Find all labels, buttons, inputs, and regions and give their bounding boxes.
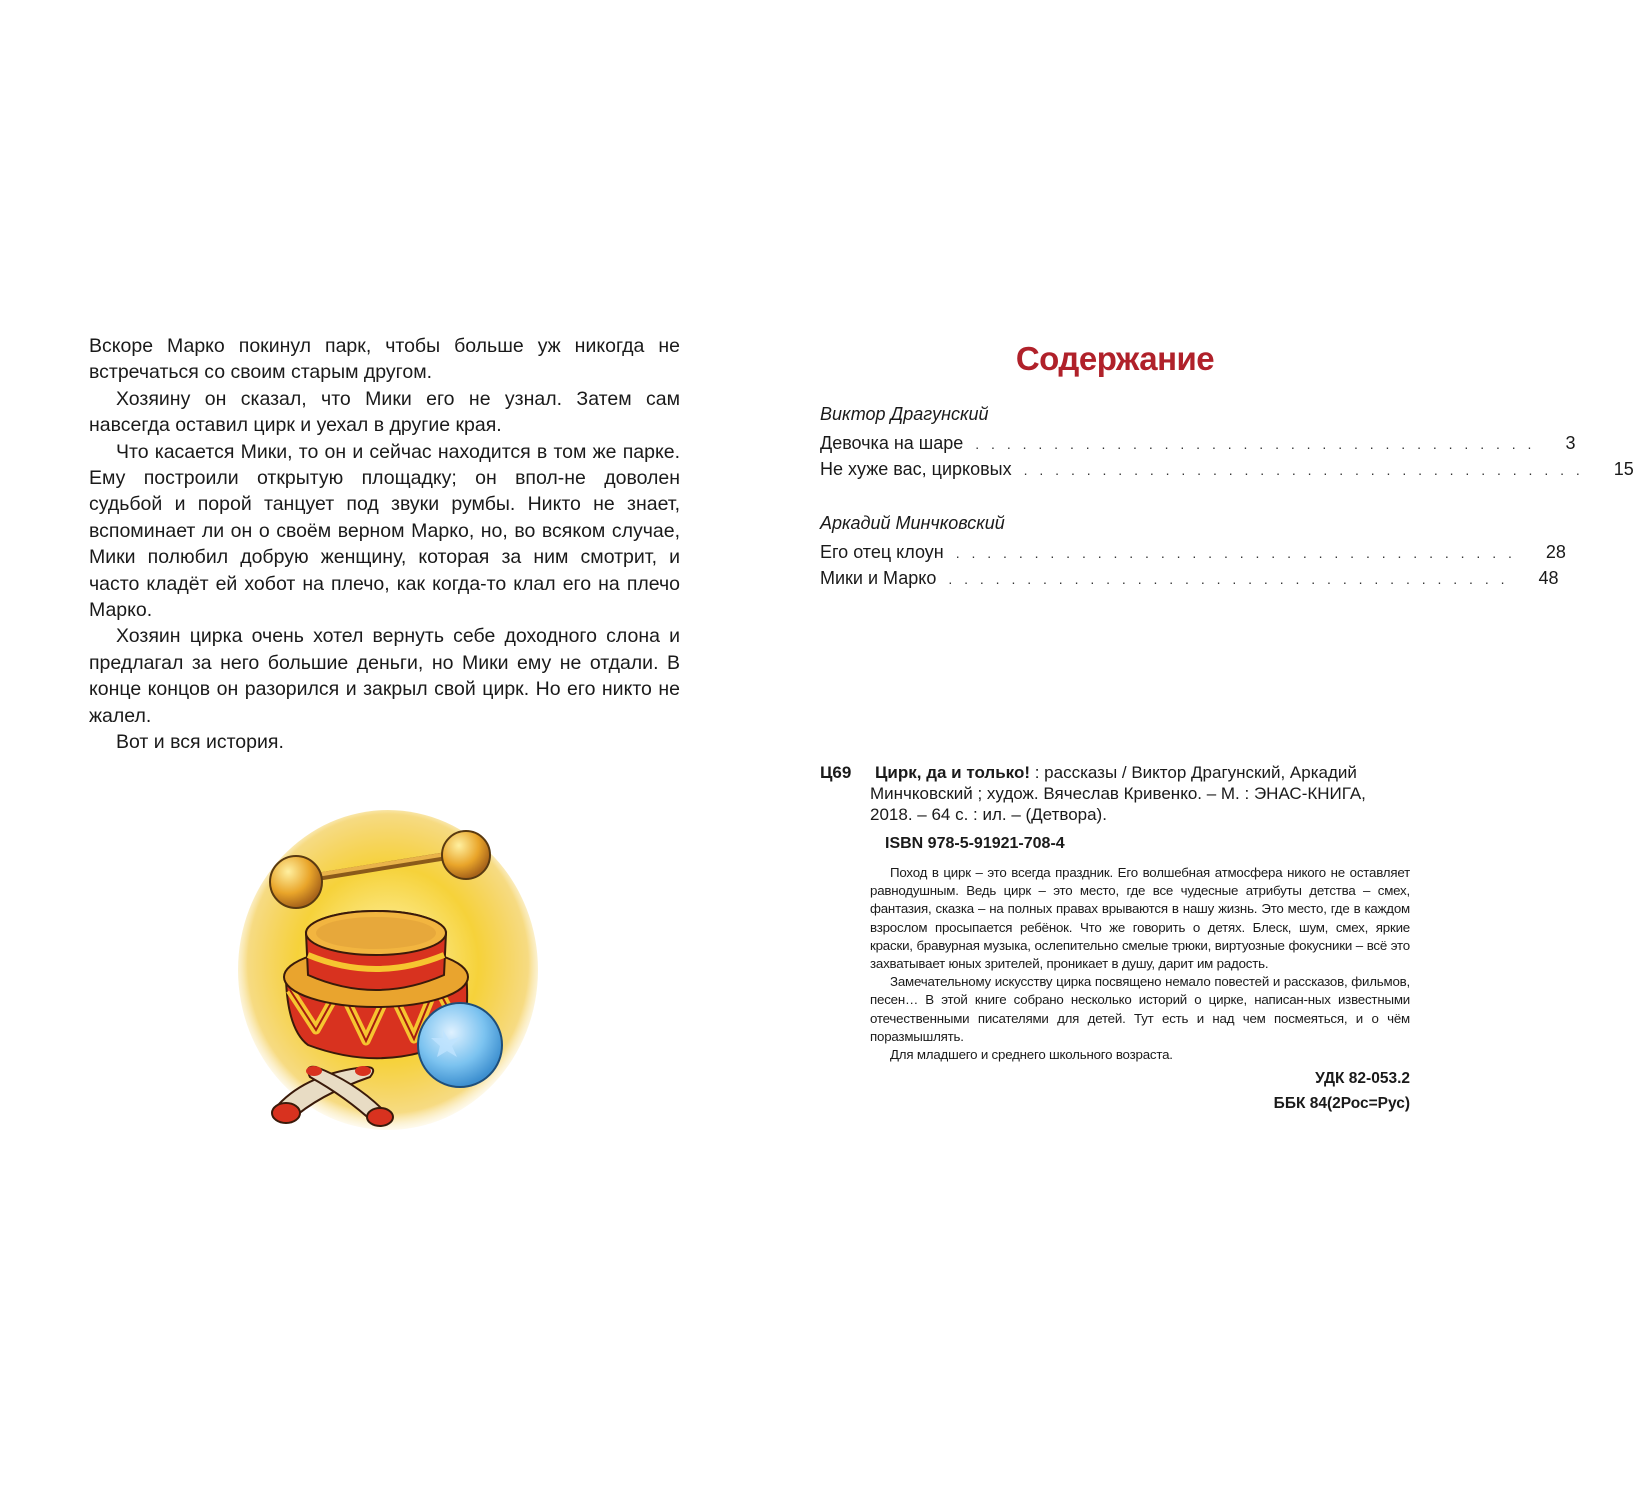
annotation-paragraph: Для младшего и среднего школьного возраста. [890, 1047, 1173, 1063]
isbn: ISBN 978-5-91921-708-4 [885, 835, 1065, 852]
book-title: Цирк, да и только! [875, 763, 1030, 782]
toc-entry-page: 48 [1538, 568, 1559, 588]
story-text [89, 333, 680, 756]
toc-entry[interactable] [820, 568, 1559, 594]
toc-author: Аркадий Минчковский [820, 513, 1005, 533]
toc-leader-dots: . . . . . . . . . . . . . . . . . . . . . . . . . . . . . . . . . . . . [1023, 462, 1584, 478]
toc-leader-dots: . . . . . . . . . . . . . . . . . . . . . . . . . . . . . . . . . . . . [955, 545, 1516, 561]
ball-icon [418, 1003, 502, 1087]
story-paragraph: Вскоре Марко покинул парк, чтобы больше уж никогда не встречаться со своим старым другом. [89, 335, 680, 384]
story-paragraph: Что касается Мики, то он и сейчас находится в том же парке. Ему построили открытую площадку; он впол-не доволен судьбой и порой танцует под звуки румбы. Никто не знает, вспоминает ли он о своём верном Марко, но, во всяком случае, Мики полюбил добрую женщину, которая за ним смотрит, и часто кладёт ей хобот на плечо, как когда-то клал его на плечо Марко. [89, 440, 680, 622]
bib-first-line-rest: : рассказы / Виктор Драгунский, Аркадий [1030, 763, 1357, 782]
bibliographic-record [820, 762, 1410, 1114]
annotation-paragraph: Замечательному искусству цирка посвящено немало повестей и рассказов, фильмов, песен… В этой книге собрано несколько историй о цирке, написан-ных известными отечественными писателями для детей. Тут есть и над чем посмеяться, и о чём поразмышлять. [870, 974, 1410, 1044]
toc-leader-dots: . . . . . . . . . . . . . . . . . . . . . . . . . . . . . . . . . . . . [975, 436, 1536, 452]
toc-entry-page: 28 [1545, 542, 1566, 562]
story-column [89, 333, 680, 756]
annotation-paragraph: Поход в цирк – это всегда праздник. Его волшебная атмосфера никого не оставляет равнодушным. Ведь цирк – это место, где все чудесные атрибуты детства – смех, фантазия, сказка – на полных правах врываются в нашу жизнь. Это место, где в каждом взрослом просыпается ребёнок. Что же говорить о детях. Блеск, шум, смех, яркие краски, бравурная музыка, ослепительно смелые трюки, виртуозные фокусники – всё это захватывает юных зрителей, проникает в душу, дарит им радость. [870, 865, 1410, 972]
story-paragraph: Хозяин цирка очень хотел вернуть себе доходного слона и предлагал за него большие деньги, но Мики ему не отдали. В конце концов он разорился и закрыл свой цирк. Но его никто не жалел. [89, 625, 680, 727]
contents-section [820, 330, 1634, 622]
toc-entry[interactable] [820, 542, 1566, 568]
story-paragraph: Вот и вся история. [116, 731, 284, 754]
toc-group [820, 404, 1634, 485]
bib-continuation: Минчковский ; худож. Вячеслав Кривенко. – М. : ЭНАС-КНИГА, [870, 784, 1366, 803]
toc-group [820, 513, 1566, 594]
toc-entry[interactable] [820, 433, 1576, 459]
bib-code: Ц69 [820, 763, 852, 782]
udk-code: УДК 82-053.2 [1315, 1070, 1410, 1088]
toc-entry-title: Не хуже вас, цирковых [820, 459, 1012, 479]
toc-author: Виктор Драгунский [820, 404, 989, 424]
bib-first-line [875, 762, 1410, 783]
toc-entry-title: Его отец клоун [820, 542, 944, 562]
circus-props-icon [238, 805, 538, 1125]
toc-leader-dots: . . . . . . . . . . . . . . . . . . . . . . . . . . . . . . . . . . . . [948, 571, 1509, 587]
bib-continuation: 2018. – 64 с. : ил. – (Детвора). [870, 805, 1107, 824]
toc-entry[interactable] [820, 459, 1634, 485]
bib-heading [820, 762, 1410, 783]
story-paragraph: Хозяину он сказал, что Мики его не узнал. Затем сам навсегда оставил цирк и уехал в другие края. [89, 387, 680, 437]
toc-entry-page: 3 [1565, 433, 1576, 453]
toc-entry-title: Мики и Марко [820, 568, 937, 588]
annotation [820, 864, 1410, 1064]
bbk-code: ББК 84(2Рос=Рус) [1273, 1095, 1410, 1113]
toc-entry-page: 15 [1613, 459, 1634, 479]
toc-entry-title: Девочка на шаре [820, 433, 964, 453]
contents-title: Содержание [1015, 340, 1215, 377]
